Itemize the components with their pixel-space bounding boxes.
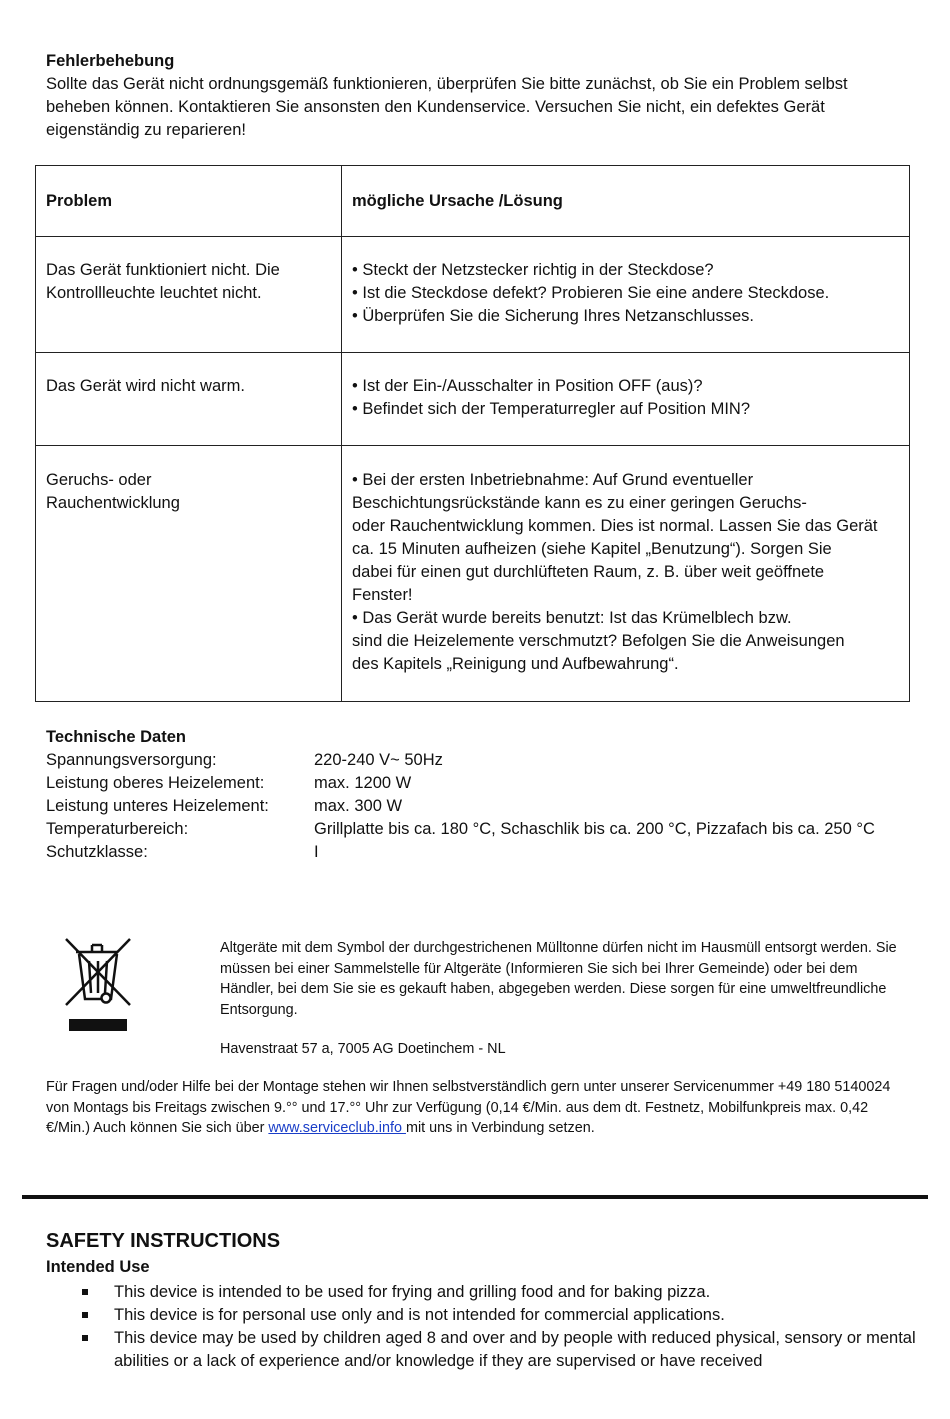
solution-line: Fenster! xyxy=(352,586,413,604)
solution-line: • Befindet sich der Temperaturregler auf Position MIN? xyxy=(352,400,750,418)
problem-cell xyxy=(36,446,342,702)
spec-value: max. 300 W xyxy=(314,797,403,815)
troubleshooting-table xyxy=(35,165,910,702)
bullet-square-icon xyxy=(82,1335,88,1341)
bullet-square-icon xyxy=(82,1289,88,1295)
table-row xyxy=(36,237,910,353)
list-item-text: This device may be used by children aged 8 and over and by people with reduced physical, sensory or mental abilities or a lack of experience and/or knowledge if they are supervised or have received xyxy=(114,1329,916,1370)
spec-label: Schutzklasse: xyxy=(46,843,148,861)
solution-line: • Das Gerät wurde bereits benutzt: Ist das Krümelblech bzw. xyxy=(352,609,792,627)
solution-line: • Steckt der Netzstecker richtig in der Steckdose? xyxy=(352,261,714,279)
solution-line: • Bei der ersten Inbetriebnahme: Auf Grund eventueller xyxy=(352,471,754,489)
problem-cell: Das Gerät wird nicht warm. xyxy=(36,353,342,446)
list-item xyxy=(46,1281,926,1304)
troubleshooting-intro-text: Sollte das Gerät nicht ordnungsgemäß funktionieren, überprüfen Sie bitte zunächst, ob Sie ein Problem selbst beheben können. Kontaktieren Sie ansonsten den Kundenservice. Versuchen Sie nicht, ein defektes Gerät eigenständig zu reparieren! xyxy=(46,75,848,139)
spec-row xyxy=(46,795,926,818)
spec-value: I xyxy=(314,843,319,861)
bullet-square-icon xyxy=(82,1312,88,1318)
service-contact xyxy=(46,1077,906,1139)
spec-value: max. 1200 W xyxy=(314,774,412,792)
section-title-troubleshooting: Fehlerbehebung xyxy=(46,52,175,70)
table-header-problem: Problem xyxy=(36,166,342,237)
solution-line: dabei für einen gut durchlüfteten Raum, z. B. über weit geöffnete xyxy=(352,563,825,581)
solution-cell xyxy=(342,446,910,702)
spec-label: Leistung unteres Heizelement: xyxy=(46,797,269,815)
solution-line: sind die Heizelemente verschmutzt? Befolgen Sie die Anweisungen xyxy=(352,632,845,650)
spec-row xyxy=(46,749,926,772)
table-header-solution: mögliche Ursache /Lösung xyxy=(342,166,910,237)
safety-title: SAFETY INSTRUCTIONS xyxy=(46,1230,281,1252)
service-text-end: mit uns in Verbindung setzen. xyxy=(405,1120,595,1136)
problem-text: Geruchs- oder Rauchentwicklung xyxy=(46,471,180,512)
company-address: Havenstraat 57 a, 7005 AG Doetinchem - NL xyxy=(220,1041,506,1057)
solution-line: Beschichtungsrückstände kann es zu einer geringen Geruchs- xyxy=(352,494,807,512)
list-item xyxy=(46,1304,926,1327)
list-item-text: This device is for personal use only and is not intended for commercial applications. xyxy=(114,1306,725,1324)
spec-value: Grillplatte bis ca. 180 °C, Schaschlik bis ca. 200 °C, Pizzafach bis ca. 250 °C xyxy=(314,820,875,838)
disposal-notice: Altgeräte mit dem Symbol der durchgestrichenen Mülltonne dürfen nicht im Hausmüll entsorgt werden. Sie müssen bei einer Sammelstelle für Altgeräte (Informieren Sie sich bei Ihrer Gemeinde) oder bei dem Händler, bei dem Sie sie es gekauft haben, abgegeben werden. Diese sorgen für eine umweltfreundliche Entsorgung. xyxy=(220,940,897,1018)
service-text: Für Fragen und/oder Hilfe bei der Montage stehen wir Ihnen selbstverständlich gern unter unserer Servicenummer +49 180 5140024 von Montags bis Freitags zwischen 9.°° und 17.°° Uhr zur Verfügung (0,14 €/Min. aus dem dt. Festnetz, Mobilfunkpreis max. 0,42 €/Min.) Auch können Sie sich über xyxy=(46,1079,891,1136)
list-item-text: This device is intended to be used for frying and grilling food and for baking pizza. xyxy=(114,1283,711,1301)
section-title-technical-data: Technische Daten xyxy=(46,728,186,746)
list-item xyxy=(46,1327,926,1373)
technical-data xyxy=(46,726,926,864)
spec-value: 220-240 V~ 50Hz xyxy=(314,751,443,769)
solution-line: • Ist die Steckdose defekt? Probieren Sie eine andere Steckdose. xyxy=(352,284,830,302)
solution-cell xyxy=(342,237,910,353)
spec-label: Temperaturbereich: xyxy=(46,820,189,838)
solution-line: oder Rauchentwicklung kommen. Dies ist normal. Lassen Sie das Gerät xyxy=(352,517,878,535)
table-row xyxy=(36,353,910,446)
solution-cell xyxy=(342,353,910,446)
spec-row xyxy=(46,818,926,841)
serviceclub-link[interactable]: www.serviceclub.info xyxy=(268,1120,406,1136)
intended-use-heading: Intended Use xyxy=(46,1258,150,1276)
spec-row xyxy=(46,772,926,795)
section-divider xyxy=(22,1195,928,1199)
solution-line: ca. 15 Minuten aufheizen (siehe Kapitel „Benutzung“). Sorgen Sie xyxy=(352,540,832,558)
spec-row xyxy=(46,841,926,864)
spec-label: Leistung oberes Heizelement: xyxy=(46,774,265,792)
spec-label: Spannungsversorgung: xyxy=(46,751,217,769)
problem-cell: Das Gerät funktioniert nicht. Die Kontrollleuchte leuchtet nicht. xyxy=(36,237,342,353)
crossed-out-wheelie-bin-icon xyxy=(62,935,136,1035)
troubleshooting-intro xyxy=(46,50,916,142)
table-row xyxy=(36,446,910,702)
solution-line: • Überprüfen Sie die Sicherung Ihres Netzanschlusses. xyxy=(352,307,754,325)
table-header-row xyxy=(36,166,910,237)
solution-line: • Ist der Ein-/Ausschalter in Position OFF (aus)? xyxy=(352,377,703,395)
solution-line: des Kapitels „Reinigung und Aufbewahrung“. xyxy=(352,655,679,673)
intended-use-list xyxy=(46,1281,926,1373)
